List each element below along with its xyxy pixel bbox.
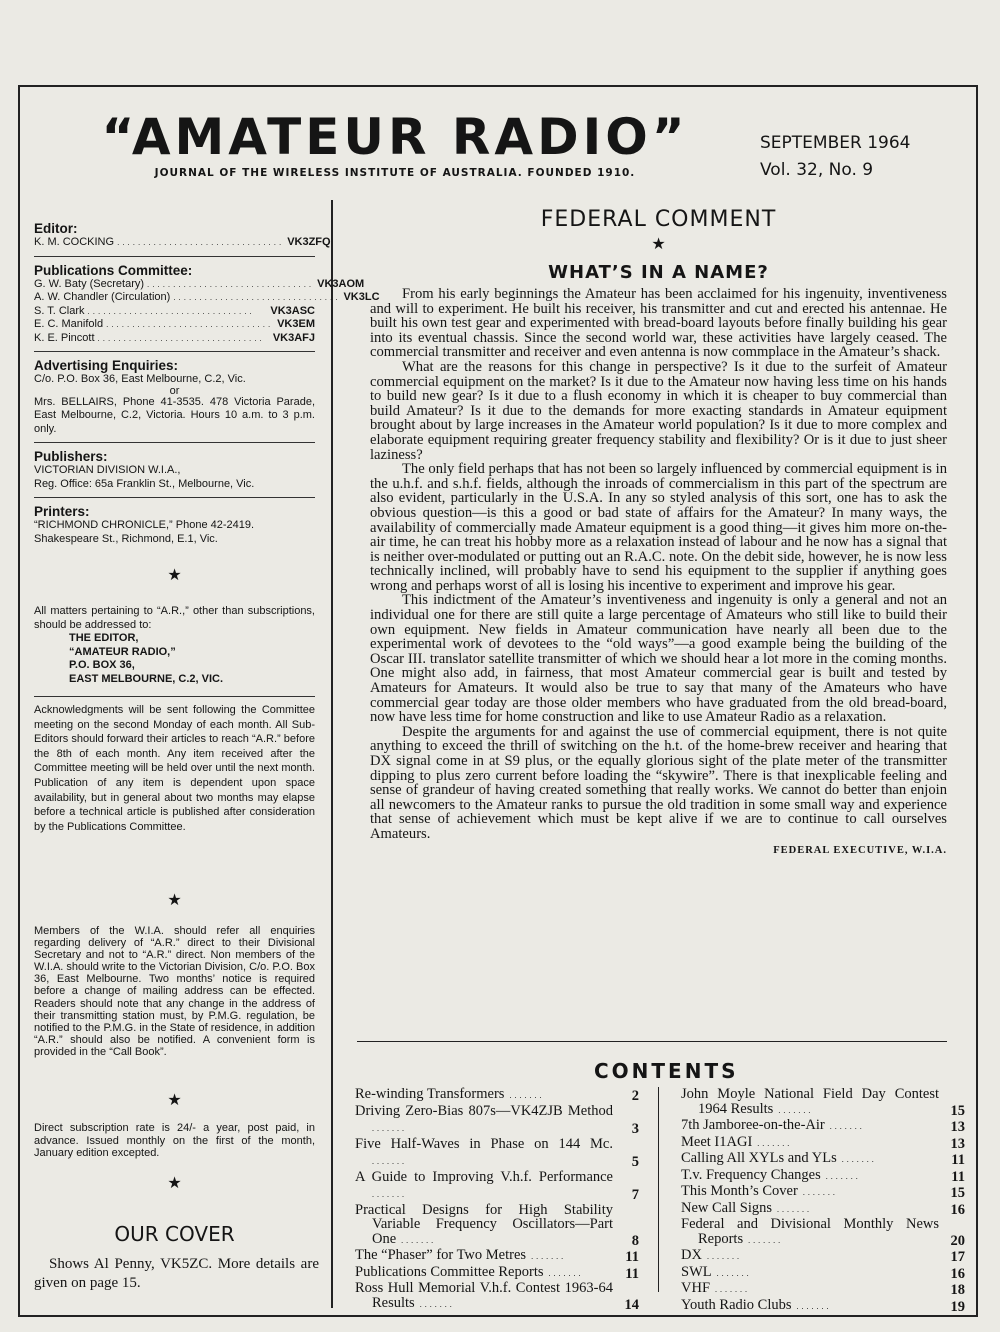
issue-date: SEPTEMBER 1964: [760, 133, 911, 153]
star-icon: ★: [167, 567, 182, 584]
star-icon: ★: [167, 1092, 182, 1109]
entry-page: 19: [950, 1298, 965, 1315]
entry-page: 15: [950, 1185, 965, 1201]
entry-page: 8: [631, 1232, 639, 1249]
contents-entry[interactable]: Publications Committee Reports ....... 11: [355, 1263, 639, 1282]
entry-page: 15: [950, 1102, 965, 1119]
contents-entry[interactable]: Calling All XYLs and YLs ....... 11: [681, 1150, 965, 1168]
contents-entry[interactable]: VHF ....... 18: [681, 1280, 965, 1298]
editor-name: K. M. COCKING: [34, 236, 115, 248]
entry-title: Federal and Divisional Monthly News Reports: [681, 1216, 939, 1247]
member-call: VK3AOM: [317, 277, 365, 290]
our-cover-text: Shows Al Penny, VK5ZC. More details are given on page 15.: [34, 1256, 319, 1291]
contents-divider: [357, 1041, 947, 1042]
publishers-line-2: Reg. Office: 65a Franklin St., Melbourne, Vic.: [34, 477, 255, 490]
editor-address: [69, 632, 315, 686]
acknowledgments-text: Acknowledgments will be sent following the Committee meeting on the second Monday of each month. All Sub-Editors should forward their articles to reach “A.R.” before the 8th of each month. Any item received after the Committee meeting will be held over until the next month. Publication of any item is dependent upon space availability, but in general about two months may elapse before a technical article is published after consideration by the Publications Committee.: [34, 704, 315, 833]
entry-title: Ross Hull Memorial V.h.f. Contest 1963-64 Results: [355, 1280, 613, 1311]
contents-entry[interactable]: Federal and Divisional Monthly News Reports ....... 20: [681, 1216, 965, 1249]
article-title: WHAT’S IN A NAME?: [548, 262, 769, 283]
publishers-heading: Publishers:: [34, 449, 108, 464]
column-divider: [331, 200, 333, 1308]
entry-title: Driving Zero-Bias 807s—VK4ZJB Method: [355, 1102, 613, 1119]
entry-title: Practical Designs for High Stability Variable Frequency Oscillators—Part One: [355, 1201, 613, 1247]
entry-title: 7th Jamboree-on-the-Air: [681, 1117, 825, 1133]
entry-page: 11: [951, 1152, 965, 1168]
entry-title: A Guide to Improving V.h.f. Performance: [355, 1168, 613, 1185]
editor-heading: Editor:: [34, 221, 78, 236]
entry-title: Five Half-Waves in Phase on 144 Mc.: [355, 1135, 613, 1152]
entry-page: 11: [625, 1265, 639, 1282]
masthead: [100, 110, 690, 179]
committee-member: G. W. Baty (Secretary) ................................ VK3AOM: [34, 277, 365, 290]
advertising-or: or: [169, 384, 180, 397]
entry-page: 11: [951, 1168, 965, 1185]
entry-title: Re-winding Transformers: [355, 1086, 505, 1102]
contents-entry[interactable]: Youth Radio Clubs ....... 19: [681, 1296, 965, 1315]
members-notice: [34, 925, 315, 1058]
contents-entry[interactable]: SWL ....... 16: [681, 1263, 965, 1282]
entry-page: 11: [625, 1249, 639, 1265]
advertising-line-1: C/o. P.O. Box 36, East Melbourne, C.2, Vic.: [34, 373, 246, 385]
committee-heading: Publications Committee:: [34, 262, 193, 278]
entry-title: Publications Committee Reports: [355, 1263, 544, 1280]
our-cover-heading: OUR COVER: [114, 1222, 235, 1246]
address-line: EAST MELBOURNE, C.2, VIC.: [69, 672, 224, 685]
contents-entry[interactable]: Ross Hull Memorial V.h.f. Contest 1963-64 Results ....... 14: [355, 1280, 639, 1313]
contents-entry[interactable]: Five Half-Waves in Phase on 144 Mc. ....... 5: [355, 1135, 639, 1170]
article-paragraph: What are the reasons for this change in perspective? Is it due to the surfeit of Amateur commercial equipment on the market? Is it due to the Amateur now having less time on his hands to build new gear? Is it due to a flush economy in which it is cheaper to buy commercial than build Amateur? Is it due to the demands for more exacting standards in Amateur equipment brought about by large increases in the Amateur world population? Is it due to more complex and elaborate equipment requiring greater frequency stability and flexibility? Or is it due to just sheer laziness?: [370, 358, 947, 463]
entry-page: 14: [624, 1296, 639, 1313]
member-call: VK3LC: [343, 291, 380, 303]
contents-entry[interactable]: Re-winding Transformers ....... 2: [355, 1086, 639, 1104]
committee-member: K. E. Pincott ................................ VK3AFJ: [34, 331, 315, 344]
issue-info: [760, 130, 910, 184]
entry-page: 13: [950, 1135, 965, 1152]
member-name: A. W. Chandler (Circulation): [34, 291, 171, 303]
advertising-heading: Advertising Enquiries:: [34, 358, 179, 373]
entry-title: DX: [681, 1247, 702, 1263]
entry-title: Youth Radio Clubs: [681, 1296, 792, 1313]
contents-entry[interactable]: The “Phaser” for Two Metres ....... 11: [355, 1247, 639, 1265]
contents-left-column: [355, 1087, 639, 1312]
section-heading: FEDERAL COMMENT: [540, 207, 777, 232]
entry-title: SWL: [681, 1263, 712, 1280]
star-icon: ★: [167, 1175, 182, 1192]
entry-title: Calling All XYLs and YLs: [681, 1150, 837, 1166]
article-paragraph: From his early beginnings the Amateur has been acclaimed for his ingenuity, inventiveness and will to experiment. He built his receiver, his transmitter and cut and erected his antennae. He built his own test gear and experimented with bread-board layouts before finally building his gear into its eventual chassis. Since the second world war, these activities have largely ceased. The commercial transmitter and receiver and even antenna is now commplace in the Amateur’s shack.: [370, 286, 947, 361]
magazine-subtitle: JOURNAL OF THE WIRELESS INSTITUTE OF AUSTRALIA. FOUNDED 1910.: [154, 167, 636, 179]
entry-title: The “Phaser” for Two Metres: [355, 1247, 527, 1263]
advertising-line-2: Mrs. BELLAIRS, Phone 41-3535. 478 Victoria Parade, East Melbourne, C.2, Victoria. Hours 10 a.m. to 3 p.m. only.: [34, 395, 315, 435]
address-line: “AMATEUR RADIO,”: [69, 645, 176, 658]
member-call: VK3AFJ: [272, 331, 315, 344]
entry-page: 20: [950, 1232, 965, 1249]
contents-entry[interactable]: A Guide to Improving V.h.f. Performance ....... 7: [355, 1168, 639, 1203]
member-call: VK3ASC: [270, 304, 315, 317]
entry-page: 16: [950, 1201, 965, 1218]
contents-entry[interactable]: John Moyle National Field Day Contest 1964 Results ....... 15: [681, 1086, 965, 1119]
entry-page: 3: [631, 1121, 639, 1137]
magazine-title: “AMATEUR RADIO”: [101, 108, 689, 166]
entry-page: 7: [631, 1187, 639, 1203]
entry-title: John Moyle National Field Day Contest 1964 Results: [681, 1086, 939, 1117]
printers-heading: Printers:: [34, 504, 90, 519]
article-signature: FEDERAL EXECUTIVE, W.I.A.: [773, 844, 947, 856]
entry-page: 16: [950, 1265, 965, 1282]
editorial-notice: [34, 605, 315, 834]
committee-member: E. C. Manifold ................................ VK3EM: [34, 318, 315, 330]
member-name: K. E. Pincott: [34, 331, 95, 344]
contents-entry[interactable]: Driving Zero-Bias 807s—VK4ZJB Method ....... 3: [355, 1102, 639, 1137]
article-paragraph: This indictment of the Amateur’s inventiveness and ingenuity is only a general and not an individual one for there are still quite a large percentage of Amateurs who still like to build their own equipment. New fields in Amateur communication have nearly all been due to the experimental work of devotees to the “old ways”—a good example being the building of the Oscar III. translator satellite transmitter of which we should hear a lot more in the coming months. One might also add, in fairness, that most Amateur commercial gear is built and tested by Amateurs for Amateurs. It would also be true to say that many of the Amateurs who have commercial gear today are those older members who have graduated from the old bread-board, now have less time for home construction and like to use Amateur Radio as a relaxation.: [370, 592, 947, 726]
matters-text: All matters pertaining to “A.R.,” other than subscriptions, should be addressed to:: [34, 605, 315, 631]
star-icon: ★: [651, 236, 666, 253]
article-body: [370, 287, 947, 842]
entry-title: T.v. Frequency Changes: [681, 1166, 821, 1183]
publishers-line-1: VICTORIAN DIVISION W.I.A.,: [34, 464, 181, 476]
entry-title: This Month’s Cover: [681, 1183, 798, 1199]
contents-entry[interactable]: 7th Jamboree-on-the-Air ....... 13: [681, 1117, 965, 1135]
contents-entry[interactable]: This Month’s Cover ....... 15: [681, 1183, 965, 1201]
members-text: Members of the W.I.A. should refer all enquiries regarding delivery of “A.R.” direct to their Divisional Secretary and not to “A.R.” direct. Non members of the W.I.A. should write to the Victorian Division, C/o. P.O. Box 36, East Melbourne. Two months’ notice is required before a change of mailing address can be effected. Readers should note that any change in the address of their transmitting station must, by P.M.G. regulation, be notified to the P.M.G. in the State of residence, in addition “A.R.” should also be notified. A convenient form is provided in the “Call Book”.: [34, 925, 315, 1058]
contents-entry[interactable]: New Call Signs ....... 16: [681, 1199, 965, 1218]
member-call: VK3EM: [277, 318, 315, 330]
contents-entry[interactable]: Meet I1AGI ....... 13: [681, 1133, 965, 1152]
entry-page: 18: [950, 1282, 965, 1298]
member-name: E. C. Manifold: [34, 318, 104, 330]
contents-heading: CONTENTS: [594, 1059, 739, 1083]
staff-box: [34, 221, 380, 546]
address-line: P.O. BOX 36,: [69, 659, 135, 671]
editor-row: K. M. COCKING ................................ VK3ZFQ: [34, 236, 331, 248]
contents-entry[interactable]: Practical Designs for High Stability Variable Frequency Oscillators—Part One ....... 8: [355, 1201, 639, 1249]
editor-call: VK3ZFQ: [287, 236, 331, 248]
committee-list: [34, 277, 380, 346]
contents-column-divider: [658, 1087, 659, 1292]
entry-page: 17: [950, 1249, 965, 1265]
contents-right-column: [681, 1087, 965, 1314]
issue-volume: Vol. 32, No. 9: [760, 160, 874, 180]
entry-page: 2: [631, 1088, 639, 1104]
subscription-notice: [34, 1122, 315, 1160]
article-paragraph: Despite the arguments for and against the use of commercial equipment, there is not quite anything to exceed the thrill of switching on the h.t. of the home-brew receiver and hearing that DX signal come in at S9 plus, or the equally glorious sight of the plate meter of the transmitter dipping to plus zero current before loading the “skywire”. There is that inexplicable feeling and sense of grandeur of having created something that really works. We cannot do better than enjoin all newcomers to the Amateur ranks to pursue the old tradition in some small way and experience that sense of achievement which must be kept alive if we are to continue to call ourselves Amateurs.: [370, 723, 947, 842]
committee-member: S. T. Clark ................................ VK3ASC: [34, 304, 315, 317]
entry-title: Meet I1AGI: [681, 1133, 753, 1150]
member-name: G. W. Baty (Secretary): [34, 277, 145, 290]
address-line: THE EDITOR,: [69, 632, 139, 644]
entry-title: New Call Signs: [681, 1199, 773, 1216]
contents-entry[interactable]: T.v. Frequency Changes ....... 11: [681, 1166, 965, 1185]
printers-line-2: Shakespeare St., Richmond, E.1, Vic.: [34, 532, 218, 545]
contents-entry[interactable]: DX ....... 17: [681, 1247, 965, 1265]
entry-page: 13: [950, 1119, 965, 1135]
entry-title: VHF: [681, 1280, 711, 1296]
entry-page: 5: [631, 1154, 639, 1170]
committee-member: A. W. Chandler (Circulation) ................................ VK3LC: [34, 291, 380, 303]
printers-line-1: “RICHMOND CHRONICLE,” Phone 42-2419.: [34, 519, 255, 531]
star-icon: ★: [167, 892, 182, 909]
federal-comment: [370, 207, 947, 856]
article-paragraph: The only field perhaps that has not been so largely influenced by commercial equipment is in the u.h.f. and s.h.f. fields, although the inroads of commercialism in this part of the spectrum are also evident, particularly in the U.S.A. In any so styled analysis of this sort, one has to ask the obvious question—is this a good or bad state of affairs for the Amateur? In many ways, the availability of commercially made Amateur equipment is a good thing—it gives him more on-the-air time, he can treat his hobby more as a relaxation instead of labour and he now has a signal that is neither over-modulated or putting out an R.A.C. note. On the debit side, however, he is now less technically inclined, will probably have to send his equipment to the supplier if anything goes wrong and perhaps worst of all is losing his incentive to experiment and improve his gear.: [370, 461, 947, 594]
subscription-text: Direct subscription rate is 24/- a year, post paid, in advance. Issued monthly on the first of the month, January edition excepted.: [34, 1122, 315, 1159]
member-name: S. T. Clark: [34, 304, 85, 317]
